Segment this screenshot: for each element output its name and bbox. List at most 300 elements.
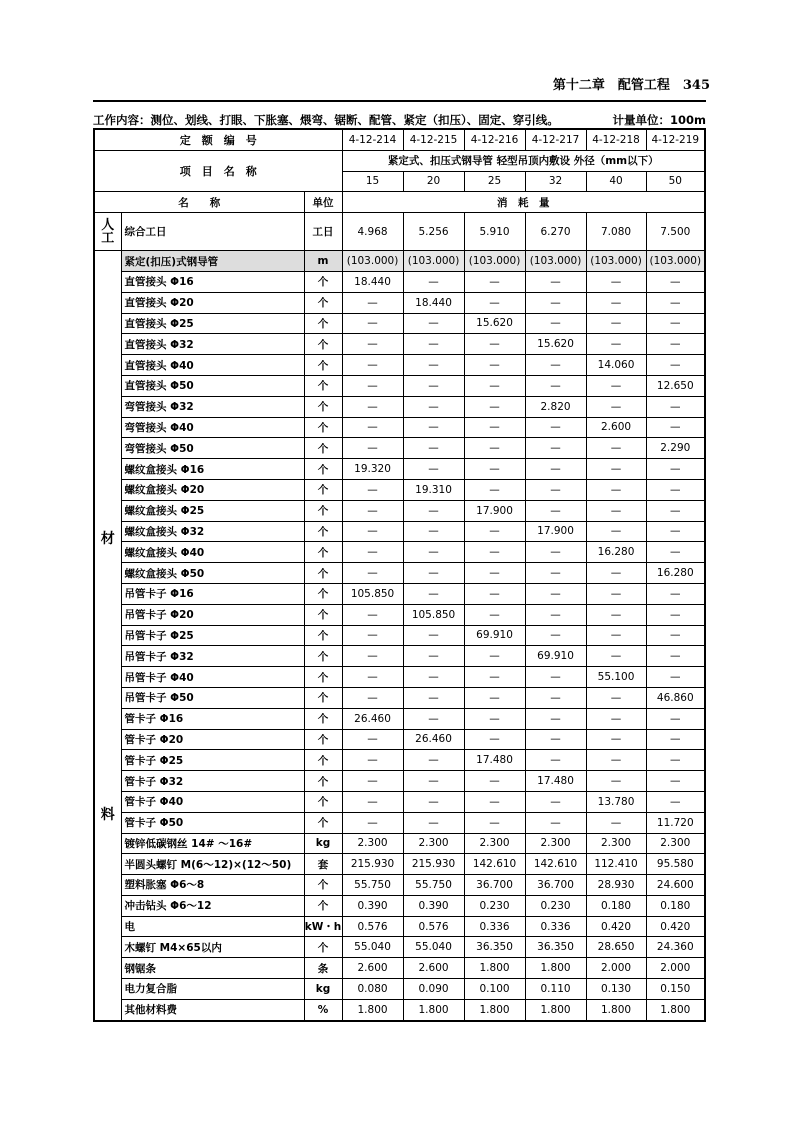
material-value: —	[464, 396, 525, 417]
material-value: —	[464, 459, 525, 480]
material-row	[94, 313, 705, 334]
material-value: 2.600	[586, 417, 646, 438]
material-value: —	[646, 479, 705, 500]
material-name: 镀锌低碳钢丝 14# ～16#	[121, 833, 304, 854]
code-row	[94, 129, 705, 150]
labor-value: 6.270	[525, 213, 586, 251]
material-name: 管卡子 Φ40	[121, 791, 304, 812]
material-value: —	[464, 771, 525, 792]
material-value: —	[586, 750, 646, 771]
material-value: —	[646, 417, 705, 438]
material-value: —	[342, 625, 403, 646]
material-unit: 个	[304, 500, 342, 521]
material-value: 2.300	[646, 833, 705, 854]
material-value: —	[403, 583, 464, 604]
material-value: —	[586, 708, 646, 729]
material-value: —	[342, 417, 403, 438]
material-value: (103.000)	[342, 251, 403, 272]
material-row	[94, 251, 705, 272]
material-value: —	[646, 791, 705, 812]
material-value: 28.650	[586, 937, 646, 958]
material-name: 螺纹盒接头 Φ25	[121, 500, 304, 521]
material-name: 吊管卡子 Φ25	[121, 625, 304, 646]
material-value: 15.620	[464, 313, 525, 334]
material-name: 弯管接头 Φ40	[121, 417, 304, 438]
material-row	[94, 646, 705, 667]
material-name: 半圆头螺钉 M(6～12)×(12～50)	[121, 854, 304, 875]
material-unit: 个	[304, 708, 342, 729]
material-unit: 个	[304, 750, 342, 771]
material-name: 吊管卡子 Φ32	[121, 646, 304, 667]
material-value: —	[525, 708, 586, 729]
material-value: 0.336	[525, 916, 586, 937]
material-value: —	[646, 646, 705, 667]
material-value: 0.110	[525, 979, 586, 1000]
material-value: —	[403, 313, 464, 334]
material-value: —	[342, 791, 403, 812]
material-value: 16.280	[646, 563, 705, 584]
material-unit: kg	[304, 833, 342, 854]
material-value: —	[646, 355, 705, 376]
material-value: 142.610	[464, 854, 525, 875]
material-value: 0.150	[646, 979, 705, 1000]
material-value: —	[646, 729, 705, 750]
group-title: 紧定式、扣压式钢导管 轻型吊顶内敷设 外径（mm以下）	[342, 150, 705, 171]
measurement-unit: 计量单位：100m	[612, 113, 706, 127]
material-value: —	[525, 687, 586, 708]
material-value: 2.600	[342, 958, 403, 979]
material-row	[94, 459, 705, 480]
header-rule	[93, 100, 706, 102]
material-value: 2.290	[646, 438, 705, 459]
material-row	[94, 500, 705, 521]
material-name: 螺纹盒接头 Φ20	[121, 479, 304, 500]
material-value: —	[464, 667, 525, 688]
item-label: 项 目 名 称	[94, 150, 342, 192]
material-name: 其他材料费	[121, 999, 304, 1020]
material-name: 直管接头 Φ40	[121, 355, 304, 376]
material-row	[94, 854, 705, 875]
material-unit: 个	[304, 625, 342, 646]
material-value: —	[586, 292, 646, 313]
material-row	[94, 563, 705, 584]
material-value: 2.000	[646, 958, 705, 979]
material-value: —	[586, 521, 646, 542]
material-value: 14.060	[586, 355, 646, 376]
material-value: 1.800	[403, 999, 464, 1020]
material-value: 1.800	[586, 999, 646, 1020]
material-value: —	[586, 604, 646, 625]
material-value: —	[464, 708, 525, 729]
material-category-top: 材	[100, 530, 115, 547]
material-value: 0.576	[342, 916, 403, 937]
material-value: —	[646, 708, 705, 729]
material-value: 1.800	[464, 958, 525, 979]
code-label: 定 额 编 号	[94, 129, 342, 150]
material-value: —	[342, 438, 403, 459]
material-unit: 个	[304, 729, 342, 750]
material-value: 36.700	[464, 875, 525, 896]
material-value: 26.460	[403, 729, 464, 750]
material-value: —	[342, 542, 403, 563]
material-value: —	[646, 667, 705, 688]
labor-name: 综合工日	[121, 213, 304, 251]
material-name: 管卡子 Φ16	[121, 708, 304, 729]
material-value: 1.800	[525, 958, 586, 979]
material-unit: 条	[304, 958, 342, 979]
material-value: —	[464, 646, 525, 667]
material-value: —	[525, 375, 586, 396]
material-value: 24.600	[646, 875, 705, 896]
material-category-bottom: 料	[100, 807, 115, 824]
material-unit: m	[304, 251, 342, 272]
material-value: —	[525, 479, 586, 500]
material-value: —	[464, 271, 525, 292]
material-value: —	[342, 604, 403, 625]
material-value: —	[525, 750, 586, 771]
material-row	[94, 937, 705, 958]
labor-value: 7.080	[586, 213, 646, 251]
material-value: 112.410	[586, 854, 646, 875]
material-value: —	[403, 750, 464, 771]
material-unit: 个	[304, 937, 342, 958]
material-unit: 个	[304, 271, 342, 292]
material-value: 11.720	[646, 812, 705, 833]
material-value: 0.230	[464, 895, 525, 916]
material-value: —	[342, 479, 403, 500]
material-value: —	[403, 542, 464, 563]
material-value: —	[342, 563, 403, 584]
material-unit: 个	[304, 895, 342, 916]
material-value: 15.620	[525, 334, 586, 355]
material-value: 18.440	[342, 271, 403, 292]
material-value: —	[646, 771, 705, 792]
code-cell: 4-12-218	[586, 129, 646, 150]
material-value: —	[646, 604, 705, 625]
material-name: 管卡子 Φ32	[121, 771, 304, 792]
material-value: 0.080	[342, 979, 403, 1000]
material-row	[94, 396, 705, 417]
material-value: —	[403, 521, 464, 542]
material-value: —	[525, 604, 586, 625]
material-unit: 个	[304, 479, 342, 500]
material-value: 1.800	[525, 999, 586, 1020]
material-unit: kg	[304, 979, 342, 1000]
material-row	[94, 979, 705, 1000]
material-value: —	[403, 708, 464, 729]
material-row	[94, 750, 705, 771]
labor-unit: 工日	[304, 213, 342, 251]
material-value: 24.360	[646, 937, 705, 958]
material-name: 螺纹盒接头 Φ40	[121, 542, 304, 563]
size-cell: 20	[403, 171, 464, 192]
material-row	[94, 729, 705, 750]
material-value: 2.300	[342, 833, 403, 854]
labor-row	[94, 213, 705, 251]
material-unit: 个	[304, 542, 342, 563]
material-value: 19.310	[403, 479, 464, 500]
material-value: —	[403, 771, 464, 792]
material-unit: 个	[304, 459, 342, 480]
material-value: 0.420	[586, 916, 646, 937]
material-value: (103.000)	[464, 251, 525, 272]
page-header: 第十二章 配管工程 345	[552, 78, 710, 93]
material-row	[94, 958, 705, 979]
size-cell: 25	[464, 171, 525, 192]
material-row	[94, 625, 705, 646]
material-value: 12.650	[646, 375, 705, 396]
material-value: —	[342, 375, 403, 396]
material-value: —	[586, 583, 646, 604]
material-value: —	[525, 459, 586, 480]
material-unit: kW・h	[304, 916, 342, 937]
material-value: —	[342, 500, 403, 521]
material-value: —	[525, 583, 586, 604]
work-content-line	[93, 112, 706, 128]
material-name: 管卡子 Φ20	[121, 729, 304, 750]
material-value: —	[403, 646, 464, 667]
size-cell: 15	[342, 171, 403, 192]
group-title-row	[94, 150, 705, 171]
material-value: 2.600	[403, 958, 464, 979]
material-value: 2.300	[525, 833, 586, 854]
material-value: —	[342, 687, 403, 708]
material-value: 0.420	[646, 916, 705, 937]
code-cell: 4-12-217	[525, 129, 586, 150]
material-value: 1.800	[342, 999, 403, 1020]
size-cell: 50	[646, 171, 705, 192]
material-name: 直管接头 Φ50	[121, 375, 304, 396]
material-value: 55.750	[403, 875, 464, 896]
material-value: —	[403, 438, 464, 459]
material-name: 直管接头 Φ16	[121, 271, 304, 292]
material-value: —	[403, 812, 464, 833]
material-value: 19.320	[342, 459, 403, 480]
material-value: —	[464, 812, 525, 833]
material-value: (103.000)	[586, 251, 646, 272]
material-value: —	[464, 542, 525, 563]
material-value: —	[342, 667, 403, 688]
material-row	[94, 438, 705, 459]
material-row	[94, 771, 705, 792]
material-value: 55.040	[342, 937, 403, 958]
material-value: —	[586, 729, 646, 750]
material-value: —	[586, 271, 646, 292]
material-value: 17.900	[464, 500, 525, 521]
material-value: —	[342, 292, 403, 313]
material-value: (103.000)	[646, 251, 705, 272]
material-value: 55.750	[342, 875, 403, 896]
material-value: —	[525, 812, 586, 833]
material-value: —	[646, 583, 705, 604]
material-row	[94, 708, 705, 729]
material-value: —	[464, 292, 525, 313]
material-value: —	[525, 355, 586, 376]
material-value: —	[525, 417, 586, 438]
material-value: 1.800	[464, 999, 525, 1020]
material-value: 16.280	[586, 542, 646, 563]
material-value: —	[403, 625, 464, 646]
material-value: 46.860	[646, 687, 705, 708]
material-name: 冲击钻头 Φ6～12	[121, 895, 304, 916]
material-row	[94, 542, 705, 563]
material-value: 18.440	[403, 292, 464, 313]
labor-value: 4.968	[342, 213, 403, 251]
labor-value: 5.910	[464, 213, 525, 251]
work-content: 工作内容：测位、划线、打眼、下胀塞、煨弯、锯断、配管、紧定（扣压）、固定、穿引线。	[93, 113, 559, 127]
material-unit: %	[304, 999, 342, 1020]
material-value: 2.820	[525, 396, 586, 417]
material-value: 36.700	[525, 875, 586, 896]
material-row	[94, 999, 705, 1020]
material-value: —	[525, 313, 586, 334]
material-value: —	[586, 812, 646, 833]
material-name: 钢锯条	[121, 958, 304, 979]
material-value: —	[464, 375, 525, 396]
material-value: —	[464, 729, 525, 750]
material-name: 直管接头 Φ32	[121, 334, 304, 355]
material-unit: 个	[304, 417, 342, 438]
material-value: 17.480	[525, 771, 586, 792]
material-value: 95.580	[646, 854, 705, 875]
material-value: 215.930	[403, 854, 464, 875]
material-value: 69.910	[525, 646, 586, 667]
material-value: —	[586, 646, 646, 667]
material-value: 2.000	[586, 958, 646, 979]
material-value: —	[342, 771, 403, 792]
material-value: —	[403, 667, 464, 688]
material-value: 55.040	[403, 937, 464, 958]
material-value: 0.180	[586, 895, 646, 916]
code-cell: 4-12-219	[646, 129, 705, 150]
material-row	[94, 417, 705, 438]
material-value: —	[646, 459, 705, 480]
material-value: —	[342, 750, 403, 771]
material-value: 2.300	[586, 833, 646, 854]
material-value: 2.300	[464, 833, 525, 854]
material-value: —	[464, 521, 525, 542]
material-value: 26.460	[342, 708, 403, 729]
material-name: 弯管接头 Φ32	[121, 396, 304, 417]
material-unit: 个	[304, 334, 342, 355]
material-unit: 个	[304, 687, 342, 708]
material-row	[94, 355, 705, 376]
material-value: —	[342, 521, 403, 542]
material-row	[94, 292, 705, 313]
material-value: —	[646, 334, 705, 355]
material-value: 1.800	[646, 999, 705, 1020]
material-value: 0.130	[586, 979, 646, 1000]
material-value: —	[464, 604, 525, 625]
material-value: —	[403, 500, 464, 521]
material-name: 螺纹盒接头 Φ16	[121, 459, 304, 480]
material-value: —	[403, 687, 464, 708]
material-value: 0.100	[464, 979, 525, 1000]
code-cell: 4-12-216	[464, 129, 525, 150]
material-value: —	[586, 771, 646, 792]
material-unit: 个	[304, 396, 342, 417]
material-name: 木螺钉 M4×65以内	[121, 937, 304, 958]
material-value: —	[403, 459, 464, 480]
material-value: —	[586, 625, 646, 646]
material-name: 直管接头 Φ20	[121, 292, 304, 313]
material-value: 0.180	[646, 895, 705, 916]
material-name: 塑料胀塞 Φ6～8	[121, 875, 304, 896]
material-value: —	[586, 479, 646, 500]
material-value: —	[403, 271, 464, 292]
material-value: 2.300	[403, 833, 464, 854]
material-value: 0.390	[342, 895, 403, 916]
material-value: —	[403, 791, 464, 812]
material-value: 0.576	[403, 916, 464, 937]
material-value: —	[342, 355, 403, 376]
material-row	[94, 479, 705, 500]
size-cell: 40	[586, 171, 646, 192]
material-value: —	[403, 396, 464, 417]
material-row	[94, 604, 705, 625]
material-value: —	[525, 438, 586, 459]
material-value: 28.930	[586, 875, 646, 896]
material-value: —	[464, 417, 525, 438]
material-unit: 个	[304, 313, 342, 334]
labor-value: 7.500	[646, 213, 705, 251]
material-unit: 个	[304, 521, 342, 542]
material-value: —	[586, 687, 646, 708]
material-value: (103.000)	[403, 251, 464, 272]
material-value: —	[342, 812, 403, 833]
material-name: 吊管卡子 Φ16	[121, 583, 304, 604]
material-category	[94, 251, 121, 1021]
material-value: —	[646, 292, 705, 313]
material-value: —	[403, 334, 464, 355]
material-value: —	[464, 583, 525, 604]
material-value: —	[586, 334, 646, 355]
material-value: —	[342, 334, 403, 355]
material-value: —	[525, 791, 586, 812]
material-value: —	[525, 625, 586, 646]
material-value: —	[342, 646, 403, 667]
quota-table	[93, 128, 706, 1022]
material-row	[94, 667, 705, 688]
material-value: —	[586, 438, 646, 459]
material-value: —	[464, 563, 525, 584]
material-value: —	[586, 313, 646, 334]
material-row	[94, 687, 705, 708]
material-unit: 个	[304, 875, 342, 896]
material-row	[94, 334, 705, 355]
material-unit: 个	[304, 583, 342, 604]
size-cell: 32	[525, 171, 586, 192]
material-value: 215.930	[342, 854, 403, 875]
material-value: —	[342, 729, 403, 750]
code-cell: 4-12-215	[403, 129, 464, 150]
material-row	[94, 791, 705, 812]
material-value: —	[403, 417, 464, 438]
material-unit: 个	[304, 355, 342, 376]
material-row	[94, 583, 705, 604]
material-value: 55.100	[586, 667, 646, 688]
material-value: —	[586, 563, 646, 584]
material-value: —	[403, 563, 464, 584]
material-value: —	[525, 271, 586, 292]
material-value: —	[403, 355, 464, 376]
material-name: 紧定(扣压)式钢导管	[121, 251, 304, 272]
material-name: 吊管卡子 Φ40	[121, 667, 304, 688]
consumption-label: 消 耗 量	[342, 192, 705, 213]
material-value: 36.350	[464, 937, 525, 958]
material-name: 电力复合脂	[121, 979, 304, 1000]
code-cell: 4-12-214	[342, 129, 403, 150]
